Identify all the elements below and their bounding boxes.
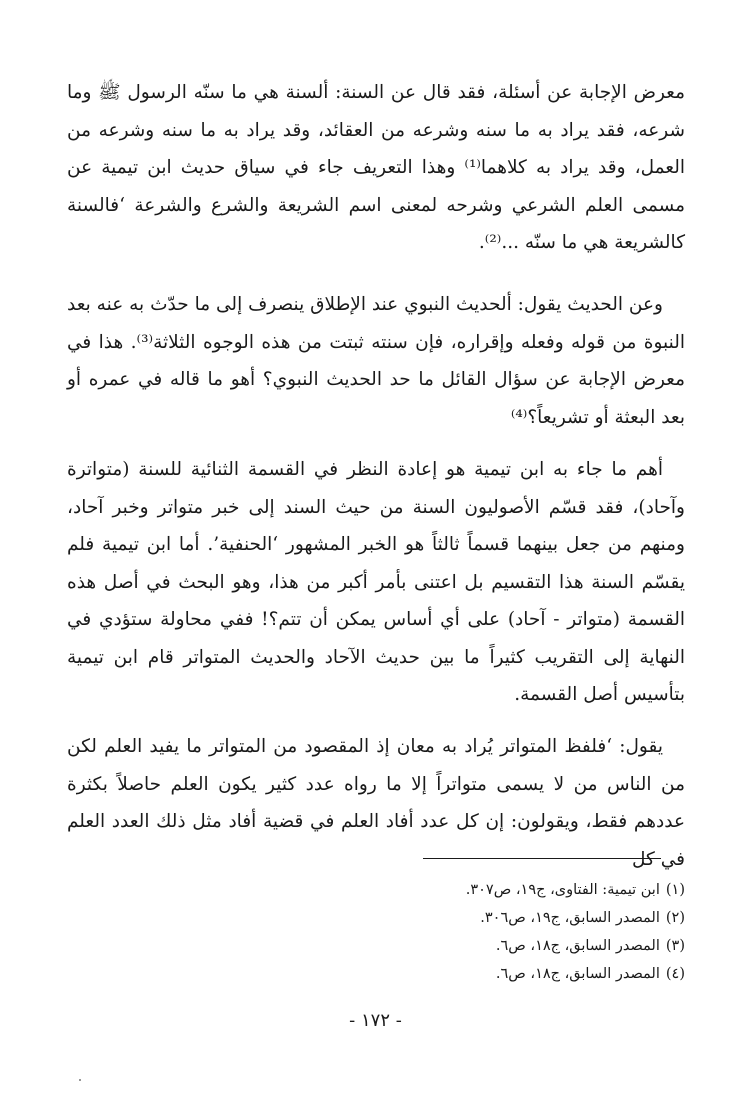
footnote-separator — [423, 858, 661, 859]
footnote — [185, 932, 685, 960]
footnote-text: ابن تيمية: الفتاوى، ج١٩، ص٣٠٧. — [465, 882, 660, 898]
paragraph-text: وعن الحديث يقول: ألحديث النبوي عند الإطلاق ينصرف إلى ما حدّث به عنه بعد النبوة من قوله وفعله وإقراره، فإن سنته ثبتت من هذه الوجوه الثلاثة⁽³⁾. هذا في معرض الإجابة عن سؤال القائل ما حد الحديث النبوي؟ أهو ما قاله في عمره أو بعد البعثة أو تشريعاً؟⁽⁴⁾ — [67, 294, 685, 428]
scan-speck — [79, 1079, 81, 1081]
footnote-text: المصدر السابق، ج١٨، ص٦. — [495, 966, 660, 982]
footnote-number: (٣) — [665, 938, 685, 954]
body-paragraph — [67, 728, 685, 878]
body-paragraph — [67, 451, 685, 714]
page-number: - ١٧٢ - — [349, 1010, 402, 1031]
footnotes-list — [185, 876, 685, 988]
footnote — [185, 904, 685, 932]
paragraph-text: أهم ما جاء به ابن تيمية هو إعادة النظر في القسمة الثنائية للسنة (متواترة وآحاد)، فقد قسّم الأصوليون السنة من حيث السند إلى خبر متواتر وخبر آحاد، ومنهم من جعل بينهما قسماً ثالثاً هو الخبر المشهور ‘الحنفية’. أما ابن تيمية فلم يقسّم السنة هذا التقسيم بل اعتنى بأمر أكبر من هذا، وهو البحث في أصل هذه القسمة (متواتر - آحاد) على أي أساس يمكن أن تتم؟! ففي محاولة ستؤدي في النهاية إلى التقريب كثيراً ما بين حديث الآحاد والحديث المتواتر قام ابن تيمية بتأسيس أصل القسمة. — [67, 459, 685, 705]
body-paragraph — [67, 74, 685, 262]
footnote-text: المصدر السابق، ج١٩، ص٣٠٦. — [480, 910, 660, 926]
footnote — [185, 876, 685, 904]
footnote-text: المصدر السابق، ج١٨، ص٦. — [495, 938, 660, 954]
footnote-number: (٤) — [665, 966, 685, 982]
footnote-number: (٢) — [665, 910, 685, 926]
footnote — [185, 960, 685, 988]
body-paragraph — [67, 286, 685, 436]
paragraph-text: يقول: ‘فلفظ المتواتر يُراد به معان إذ المقصود من المتواتر ما يفيد العلم لكن من الناس من لا يسمى متواتراً إلا ما رواه عدد كثير يكون العلم حاصلاً بكثرة عددهم فقط، ويقولون: إن كل عدد أفاد العلم في قضية أفاد مثل ذلك العدد العلم في كل — [67, 736, 685, 870]
footnote-number: (١) — [665, 882, 685, 898]
paragraph-text: معرض الإجابة عن أسئلة، فقد قال عن السنة: ألسنة هي ما سنّه الرسول ﷺ وما شرعه، فقد يراد به ما سنه وشرعه من العقائد، وقد يراد به ما سنه وشرعه من العمل، وقد يراد به كلاهما⁽¹⁾ وهذا التعريف جاء في سياق حديث ابن تيمية عن مسمى العلم الشرعي وشرحه لمعنى اسم الشريعة والشرع والشرعة ‘فالسنة كالشريعة هي ما سنّه ...⁽²⁾. — [67, 82, 685, 253]
